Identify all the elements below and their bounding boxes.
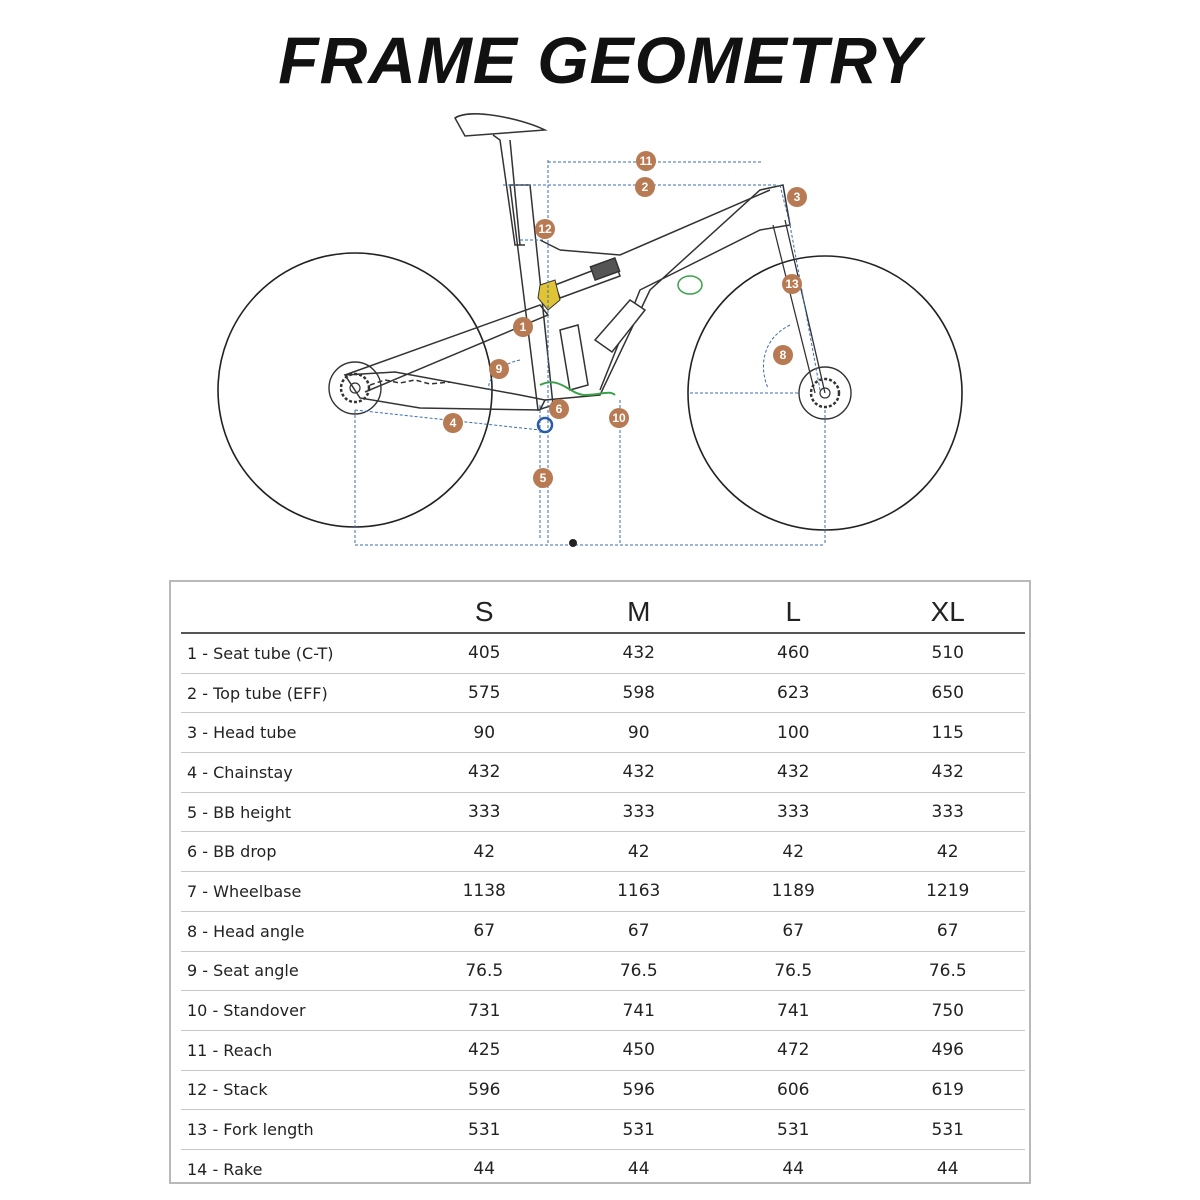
svg-text:6: 6 [555, 402, 563, 416]
table-row [181, 832, 1025, 872]
callout-13 [782, 274, 802, 294]
row-value: 575 [407, 673, 562, 713]
header-label-col [181, 592, 407, 633]
row-value: 531 [562, 1110, 717, 1150]
row-value: 531 [407, 1110, 562, 1150]
row-value: 333 [562, 792, 717, 832]
pivot-marker [678, 276, 702, 294]
svg-text:5: 5 [539, 471, 547, 485]
row-value: 650 [871, 673, 1026, 713]
row-value: 432 [407, 753, 562, 793]
row-value: 100 [716, 713, 871, 753]
row-value: 67 [562, 911, 717, 951]
row-value: 1138 [407, 872, 562, 912]
row-value: 598 [562, 673, 717, 713]
row-value: 619 [871, 1070, 1026, 1110]
row-label: 10 - Standover [181, 991, 407, 1031]
row-value: 44 [473, 1159, 496, 1180]
row-label: 13 - Fork length [181, 1110, 407, 1150]
callout-9 [489, 359, 509, 379]
table-row [181, 713, 1025, 753]
header-size-m: M [562, 592, 717, 633]
callout-2 [635, 177, 655, 197]
svg-text:13: 13 [785, 277, 799, 291]
row-value: 405 [407, 633, 562, 673]
row-value: 606 [716, 1070, 871, 1110]
row-value: 44 [627, 1159, 650, 1180]
callout-6 [549, 399, 569, 419]
row-value: 115 [871, 713, 1026, 753]
svg-text:11: 11 [639, 154, 653, 168]
row-value: 741 [562, 991, 717, 1031]
row-value: 76.5 [562, 951, 717, 991]
row-value: 510 [871, 633, 1026, 673]
row-label: 6 - BB drop [181, 832, 407, 872]
table-row [181, 911, 1025, 951]
row-value: 472 [716, 1030, 871, 1070]
row-value: 76.5 [871, 951, 1026, 991]
svg-text:9: 9 [495, 362, 503, 376]
row-value: 42 [871, 832, 1026, 872]
geometry-table [181, 592, 1025, 1189]
row-value: 531 [871, 1110, 1026, 1150]
table-row [181, 633, 1025, 673]
bike-frame [345, 114, 825, 410]
page-title: FRAME GEOMETRY [278, 23, 922, 97]
row-value: 596 [562, 1070, 717, 1110]
row-label: 3 - Head tube [181, 713, 407, 753]
row-label: 8 - Head angle [181, 911, 407, 951]
row-value: 432 [871, 753, 1026, 793]
row-label: 11 - Reach [181, 1030, 407, 1070]
row-value: 460 [716, 633, 871, 673]
table-row [181, 753, 1025, 793]
table-row [181, 1030, 1025, 1070]
row-value: 333 [716, 792, 871, 832]
row-value: 76.5 [407, 951, 562, 991]
row-value: 44 [936, 1159, 959, 1180]
row-value: 1163 [562, 872, 717, 912]
row-value: 750 [871, 991, 1026, 1031]
row-label: 2 - Top tube (EFF) [181, 673, 407, 713]
row-value: 67 [407, 911, 562, 951]
row-value: 1189 [716, 872, 871, 912]
callout-10 [609, 408, 629, 428]
row-value: 333 [407, 792, 562, 832]
svg-text:3: 3 [793, 190, 801, 204]
row-value: 741 [716, 991, 871, 1031]
row-label: 5 - BB height [181, 792, 407, 832]
row-value: 333 [871, 792, 1026, 832]
row-value: 623 [716, 673, 871, 713]
svg-text:1: 1 [519, 320, 527, 334]
row-value: 42 [716, 832, 871, 872]
table-row [181, 792, 1025, 832]
header-size-l: L [716, 592, 871, 633]
row-value: 496 [871, 1030, 1026, 1070]
row-value: 531 [716, 1110, 871, 1150]
svg-text:2: 2 [641, 180, 649, 194]
row-value: 731 [407, 991, 562, 1031]
callout-1 [513, 317, 533, 337]
bike-geometry-diagram [0, 0, 1200, 570]
callout-3 [787, 187, 807, 207]
row-value: 1219 [871, 872, 1026, 912]
svg-text:8: 8 [779, 348, 787, 362]
table-row [181, 1070, 1025, 1110]
callout-5 [533, 468, 553, 488]
svg-text:12: 12 [538, 222, 552, 236]
wheelbase-marker [569, 539, 577, 547]
table-row [181, 991, 1025, 1031]
row-value: 432 [562, 753, 717, 793]
row-value: 44 [782, 1159, 805, 1180]
row-value: 90 [562, 713, 717, 753]
header-size-xl: XL [871, 592, 1026, 633]
table-row [181, 1110, 1025, 1150]
row-label: 7 - Wheelbase [181, 872, 407, 912]
row-label: 4 - Chainstay [181, 753, 407, 793]
dimension-lines [355, 160, 825, 545]
row-label: 12 - Stack [181, 1070, 407, 1110]
row-value: 67 [871, 911, 1026, 951]
row-value: 90 [407, 713, 562, 753]
row-value: 432 [562, 633, 717, 673]
row-value: 76.5 [716, 951, 871, 991]
row-value: 450 [562, 1030, 717, 1070]
svg-text:4: 4 [449, 416, 457, 430]
row-value: 42 [407, 832, 562, 872]
callout-11 [636, 151, 656, 171]
callout-12 [535, 219, 555, 239]
row-value: 425 [407, 1030, 562, 1070]
row-value: 67 [716, 911, 871, 951]
row-value: 596 [407, 1070, 562, 1110]
row-label: 1 - Seat tube (C-T) [181, 633, 407, 673]
row-label: 9 - Seat angle [181, 951, 407, 991]
table-row [181, 951, 1025, 991]
header-size-s: S [407, 592, 562, 633]
row-value: 42 [562, 832, 717, 872]
table-row [181, 1149, 1025, 1188]
callout-8 [773, 345, 793, 365]
svg-text:10: 10 [612, 411, 626, 425]
row-label: 14 - Rake [187, 1159, 263, 1179]
table-row [181, 673, 1025, 713]
row-value: 432 [716, 753, 871, 793]
table-header-row [181, 592, 1025, 633]
table-row [181, 872, 1025, 912]
callout-4 [443, 413, 463, 433]
geometry-table-panel [169, 580, 1031, 1184]
